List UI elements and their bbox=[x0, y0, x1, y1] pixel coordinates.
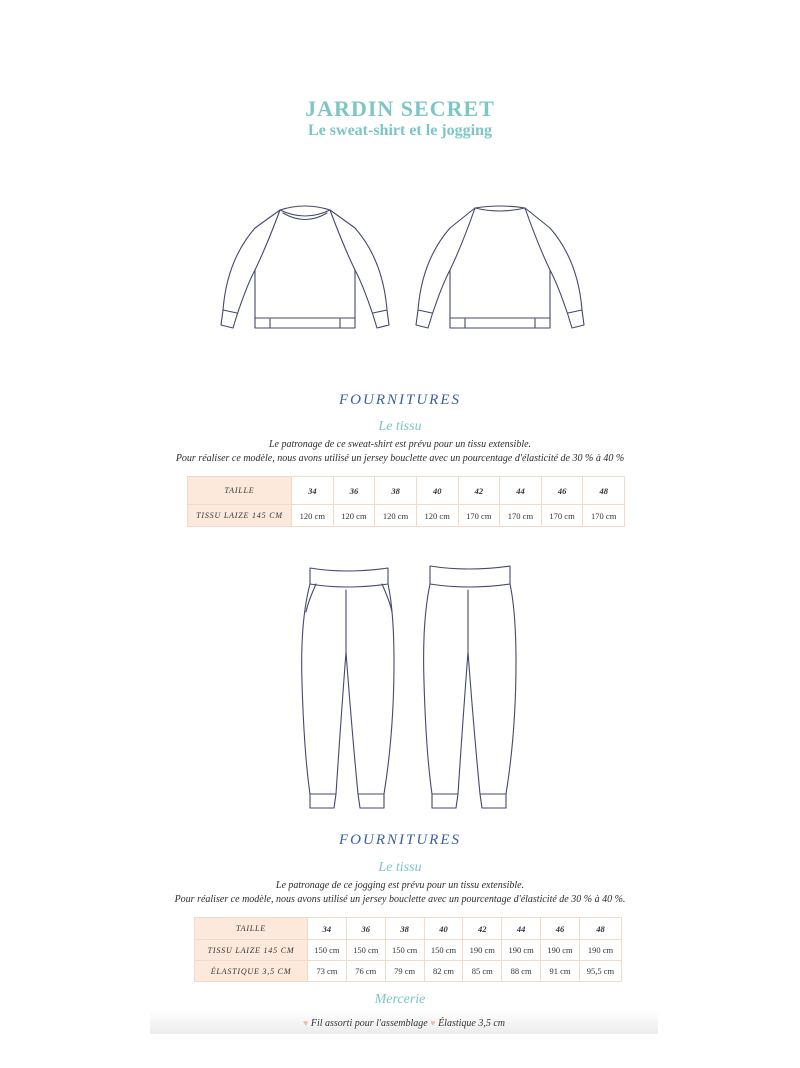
size-cell: 46 bbox=[541, 477, 583, 505]
notions-heading: Mercerie bbox=[374, 992, 426, 1007]
size-cell: 48 bbox=[583, 477, 625, 505]
table-row bbox=[188, 477, 625, 505]
value-cell: 85 cm bbox=[463, 961, 502, 982]
value-cell: 170 cm bbox=[458, 505, 500, 527]
size-cell: 34 bbox=[292, 477, 334, 505]
notion-item: Fil assorti pour l'assemblage bbox=[310, 1018, 428, 1029]
value-cell: 91 cm bbox=[541, 961, 580, 982]
value-cell: 73 cm bbox=[308, 961, 347, 982]
size-cell: 42 bbox=[463, 918, 502, 940]
size-cell: 38 bbox=[375, 477, 417, 505]
sweatshirt-supplies-heading: FOURNITURES bbox=[339, 392, 461, 408]
table-row bbox=[195, 940, 622, 961]
value-cell: 120 cm bbox=[375, 505, 417, 527]
value-cell: 170 cm bbox=[583, 505, 625, 527]
sweatshirt-description-line-2: Pour réaliser ce modèle, nous avons utilisé un jersey bouclette avec un pourcentage d'élasticité de 30 % à 40 % bbox=[175, 453, 625, 464]
value-cell: 88 cm bbox=[502, 961, 541, 982]
size-cell: 38 bbox=[385, 918, 424, 940]
value-cell: 170 cm bbox=[500, 505, 542, 527]
size-cell: 44 bbox=[502, 918, 541, 940]
sweatshirt-fabric-description bbox=[0, 438, 800, 466]
size-cell: 34 bbox=[308, 918, 347, 940]
value-cell: 120 cm bbox=[416, 505, 458, 527]
value-cell: 120 cm bbox=[333, 505, 375, 527]
size-label-cell: TAILLE bbox=[195, 918, 308, 940]
value-cell: 76 cm bbox=[346, 961, 385, 982]
jogging-size-table bbox=[194, 917, 622, 982]
value-cell: 150 cm bbox=[385, 940, 424, 961]
value-cell: 95,5 cm bbox=[579, 961, 621, 982]
value-cell: 190 cm bbox=[541, 940, 580, 961]
size-cell: 42 bbox=[458, 477, 500, 505]
jogging-fabric-description bbox=[0, 879, 800, 907]
sweatshirt-fabric-heading: Le tissu bbox=[378, 419, 422, 434]
value-cell: 150 cm bbox=[308, 940, 347, 961]
size-cell: 40 bbox=[416, 477, 458, 505]
jogging-front-illustration bbox=[298, 562, 398, 814]
value-cell: 120 cm bbox=[292, 505, 334, 527]
value-cell: 150 cm bbox=[424, 940, 463, 961]
size-cell: 40 bbox=[424, 918, 463, 940]
sweatshirt-back-illustration bbox=[410, 200, 590, 340]
heart-icon: ♥ bbox=[303, 1018, 309, 1028]
value-cell: 150 cm bbox=[346, 940, 385, 961]
sweatshirt-size-table bbox=[187, 476, 625, 527]
sweatshirt-description-line-1: Le patronage de ce sweat-shirt est prévu pour un tissu extensible. bbox=[268, 439, 532, 450]
table-row bbox=[195, 918, 622, 940]
row-label-cell: ÉLASTIQUE 3,5 CM bbox=[195, 961, 308, 982]
table-row bbox=[195, 961, 622, 982]
sweatshirt-front-illustration bbox=[215, 200, 395, 340]
value-cell: 190 cm bbox=[579, 940, 621, 961]
jogging-fabric-heading: Le tissu bbox=[378, 860, 422, 875]
size-label-cell: TAILLE bbox=[188, 477, 292, 505]
value-cell: 170 cm bbox=[541, 505, 583, 527]
pattern-subtitle: Le sweat-shirt et le jogging bbox=[308, 122, 492, 139]
jogging-back-illustration bbox=[420, 562, 520, 814]
heart-icon: ♥ bbox=[430, 1018, 436, 1028]
jogging-supplies-heading: FOURNITURES bbox=[339, 832, 461, 848]
pattern-title: JARDIN SECRET bbox=[305, 96, 495, 121]
row-label-cell: TISSU LAIZE 145 CM bbox=[195, 940, 308, 961]
notion-item: Élastique 3,5 cm bbox=[438, 1018, 505, 1029]
value-cell: 82 cm bbox=[424, 961, 463, 982]
value-cell: 190 cm bbox=[463, 940, 502, 961]
size-cell: 46 bbox=[541, 918, 580, 940]
value-cell: 190 cm bbox=[502, 940, 541, 961]
size-cell: 44 bbox=[500, 477, 542, 505]
size-cell: 36 bbox=[346, 918, 385, 940]
value-cell: 79 cm bbox=[385, 961, 424, 982]
jogging-description-line-2: Pour réaliser ce modèle, nous avons utilisé un jersey bouclette avec un pourcentage d'élasticité de 30 % à 40 %. bbox=[174, 894, 626, 905]
table-row bbox=[188, 505, 625, 527]
notions-list bbox=[150, 1018, 658, 1029]
jogging-description-line-1: Le patronage de ce jogging est prévu pour un tissu extensible. bbox=[275, 880, 525, 891]
row-label-cell: TISSU LAIZE 145 CM bbox=[188, 505, 292, 527]
size-cell: 48 bbox=[579, 918, 621, 940]
size-cell: 36 bbox=[333, 477, 375, 505]
